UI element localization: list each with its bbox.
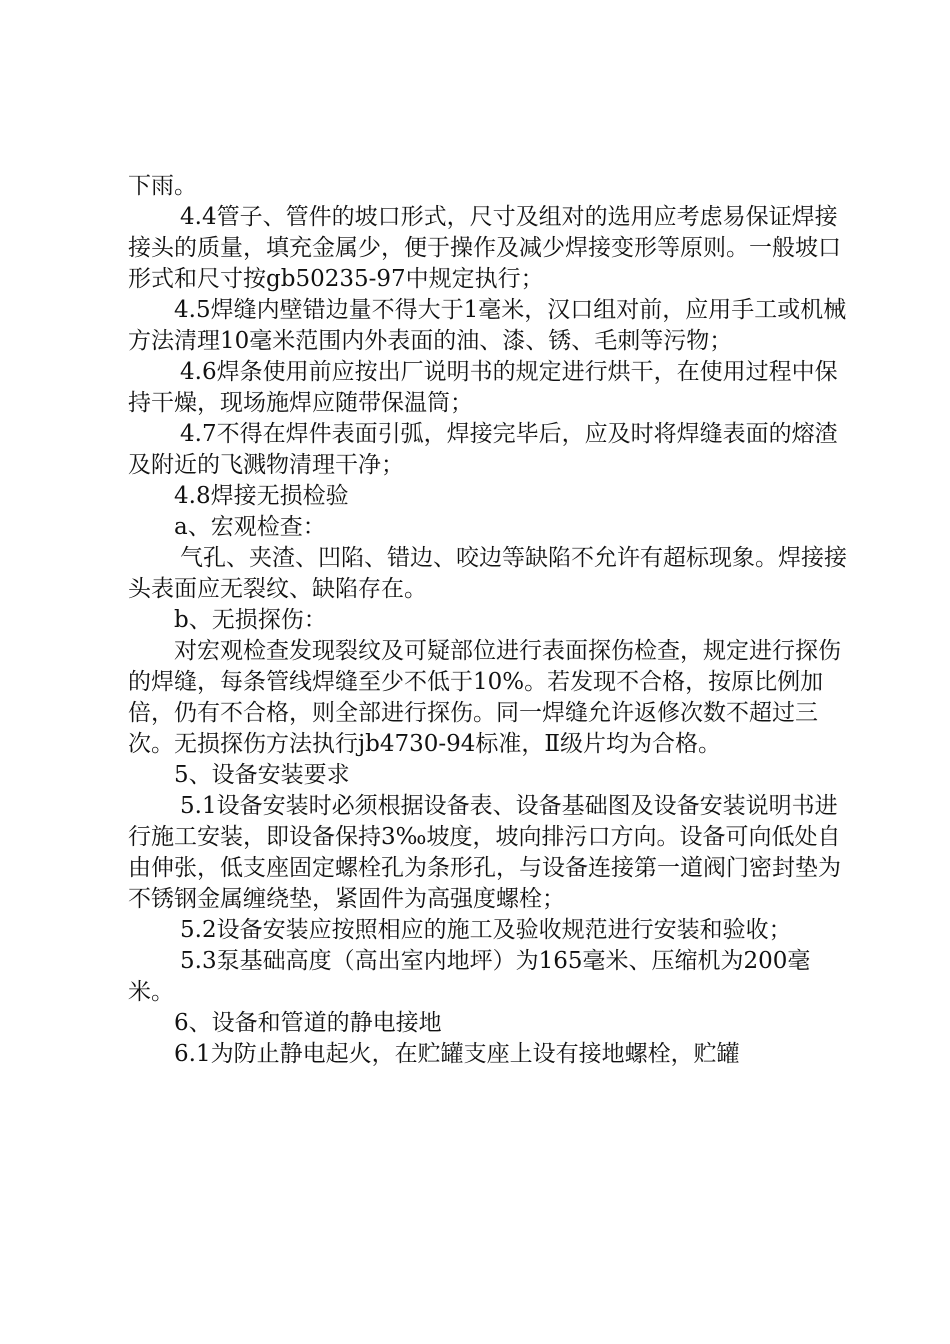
paragraph-4-6: 4.6焊条使用前应按出厂说明书的规定进行烘干，在使用过程中保持干燥，现场施焊应随带保温筒； (128, 359, 838, 416)
heading-6: 6、设备和管道的静电接地 (174, 1010, 442, 1036)
paragraph-5-3: 5.3泵基础高度（高出室内地坪）为165毫米、压缩机为200毫米。 (128, 948, 811, 1005)
paragraph-5-1: 5.1设备安装时必须根据设备表、设备基础图及设备安装说明书进行施工安装，即设备保持3‰坡度，坡向排污口方向。设备可向低处自由伸张，低支座固定螺栓孔为条形孔，与设备连接第一道阀门密封垫为不锈钢金属缠绕垫，紧固件为高强度螺栓； (128, 793, 841, 912)
paragraph-6-1: 6.1为防止静电起火，在贮罐支座上设有接地螺栓，贮罐 (174, 1041, 740, 1067)
paragraph-ndt: 对宏观检查发现裂纹及可疑部位进行表面探伤检查，规定进行探伤的焊缝，每条管线焊缝至少不低于10%。若发现不合格，按原比例加倍，仍有不合格，则全部进行探伤。同一焊缝允许返修次数不超过三次。无损探伤方法执行jb4730-94标准，Ⅱ级片均为合格。 (128, 638, 841, 757)
heading-b: b、无损探伤： (174, 607, 327, 633)
document-body (128, 171, 856, 1070)
heading-4-8: 4.8焊接无损检验 (174, 483, 349, 509)
paragraph-5-2: 5.2设备安装应按照相应的施工及验收规范进行安装和验收； (180, 917, 792, 943)
paragraph-continuation: 下雨。 (128, 173, 197, 199)
paragraph-4-4: 4.4管子、管件的坡口形式，尺寸及组对的选用应考虑易保证焊接接头的质量，填充金属少，便于操作及减少焊接变形等原则。一般坡口形式和尺寸按gb50235-97中规定执行； (128, 204, 841, 292)
paragraph-4-7: 4.7不得在焊件表面引弧，焊接完毕后，应及时将焊缝表面的熔渣及附近的飞溅物清理干净； (128, 421, 838, 478)
paragraph-visual-inspection: 气孔、夹渣、凹陷、错边、咬边等缺陷不允许有超标现象。焊接接头表面应无裂纹、缺陷存在。 (128, 545, 847, 602)
heading-a: a、宏观检查： (174, 514, 326, 540)
heading-5: 5、设备安装要求 (174, 762, 350, 788)
paragraph-4-5: 4.5焊缝内壁错边量不得大于1毫米，汉口组对前，应用手工或机械方法清理10毫米范围内外表面的油、漆、锈、毛刺等污物； (128, 297, 847, 354)
